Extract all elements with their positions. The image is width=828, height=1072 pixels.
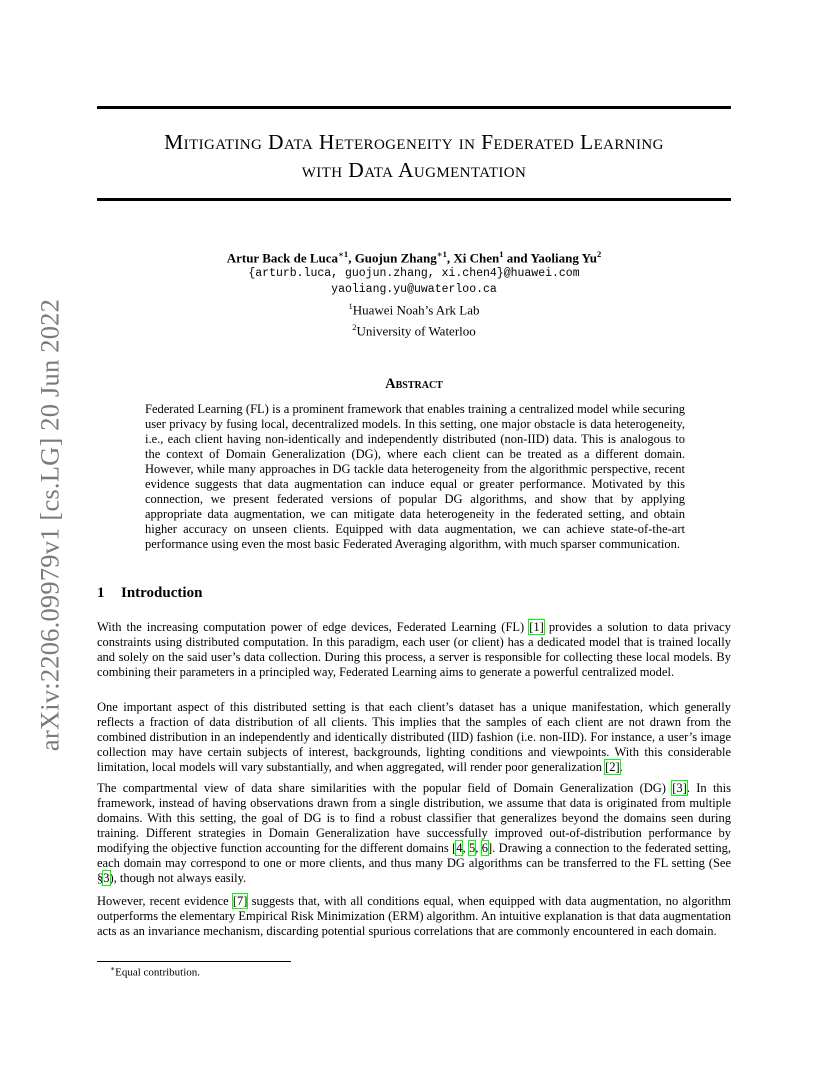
title-rule-bottom [97, 198, 731, 201]
title-line-2 [97, 156, 731, 184]
citation-link[interactable]: [7] [232, 894, 248, 908]
author-mark: 1 [499, 249, 504, 259]
title-word [459, 130, 476, 154]
title-word-smallcaps: with [301, 158, 343, 182]
author-block [97, 246, 731, 339]
footnote-rule [97, 961, 291, 962]
footnote-text: Equal contribution. [115, 966, 201, 979]
citation-link[interactable]: 4 [456, 841, 463, 855]
title-word [302, 158, 343, 182]
citation-link[interactable]: 3 [103, 871, 110, 885]
author-separator: and [503, 250, 531, 266]
title-word-smallcaps: itigating [183, 130, 263, 154]
section-heading [97, 585, 202, 602]
title-word: Data [268, 130, 314, 154]
email-line-2: yaoliang.yu@uwaterloo.ca [331, 283, 497, 297]
footnote [110, 964, 200, 979]
author-name: Xi Chen [453, 250, 500, 266]
citation-link[interactable]: [3] [672, 781, 687, 795]
abstract-text: Federated Learning (FL) is a prominent framework that enables training a centralized model while securing user privacy by fusing local, decentralized models. In this setting, one major obstacle is data heterogeneity, i.e., each client having non-identically and independently distributed (non-IID) data. This is analogous to the context of Domain Generalization (DG), where each client can be treated as a different domain. However, while many approaches in DG tackle data heterogeneity from the algorithmic perspective, recent evidence suggests that data augmentation can induce equal or greater performance. Motivated by this connection, we present federated versions of popular DG algorithms, and show that by applying appropriate data augmentation, we can mitigate data heterogeneity in the federated setting, and obtain higher accuracy on unseen clients. Equipped with data augmentation, we can achieve state-of-the-art performance using even the most basic Federated Averaging algorithm, with much sparser communication. [145, 402, 685, 551]
email-line-1: {arturb.luca, guojun.zhang, xi.chen4}@huawei.com [248, 267, 580, 281]
title-word: Federated [481, 130, 575, 154]
title-word: Mitigating [164, 130, 263, 154]
author-separator: , [348, 250, 355, 266]
title-word-smallcaps: in [458, 130, 476, 154]
affiliation-name: Huawei Noah’s Ark Lab [352, 302, 480, 318]
author-mark: ∗1 [436, 249, 447, 259]
author-name: Artur Back de Luca [226, 250, 339, 266]
citation-link[interactable]: 6 [481, 841, 489, 855]
title-rule-top [97, 106, 731, 109]
title-word-smallcaps: ata [283, 130, 314, 154]
title-word-smallcaps: eterogeneity [334, 130, 453, 154]
intro-paragraph: However, recent evidence [7] suggests that, with all conditions equal, when equipped with data augmentation, no algorithm outperforms the elementary Empirical Risk Minimization (ERM) algorithm. An intuitive explanation is that data augmentation acts as an invariance mechanism, discarding potential spurious correlations that are commonly encountered in each domain. [97, 894, 731, 938]
title-word: Learning [580, 130, 664, 154]
author-name: Guojun Zhang [354, 250, 437, 266]
affiliation-1 [97, 298, 731, 318]
intro-paragraph: One important aspect of this distributed setting is that each client’s dataset has a unique manifestation, which generally reflects a fraction of data distribution of all clients. This implies that the samples of each client are not drawn from the combined distribution in an independently and identically distributed (IID) fashion (i.e. non-IID). For instance, a user’s image collection may have certain subjects of interest, backgrounds, lighting conditions and viewpoints. With this considerable limitation, local models will vary substantially, and when aggregated, will render poor generalization [2]. [97, 700, 731, 774]
intro-paragraph: The compartmental view of data share similarities with the popular field of Domain Generalization (DG) [3]. In this framework, instead of having observations drawn from a single distribution, we assume that data is originated from multiple domains. With this setting, the goal of DG is to find a robust classifier that generalizes beyond the domains seen during training. Different strategies in Domain Generalization have successfully improved out-of-distribution performance by modifying the objective function accounting for the different domains [4, 5, 6]. Drawing a connection to the federated setting, each domain may correspond to one or more clients, and thus many DG algorithms can be transferred to the FL setting (See §3), though not always easily. [97, 781, 732, 885]
affiliation-mark: 1 [348, 301, 353, 312]
intro-paragraph: With the increasing computation power of edge devices, Federated Learning (FL) [1] provides a solution to data privacy constraints using distributed computation. In this paradigm, each user (or client) has a dedicated model that is trained locally and solely on the said user’s data collection. During this process, a server is responsible for collecting these local models. By combining their parameters in a principled way, Federated Learning aims to generate a powerful centralized model. [97, 620, 731, 679]
arxiv-stamp: arXiv:2206.09979v1 [cs.LG] 20 Jun 2022 [34, 298, 65, 752]
author-mark: 2 [597, 249, 602, 259]
citation-link[interactable]: 5 [469, 841, 476, 855]
title-word-smallcaps: ugmentation [413, 158, 527, 182]
affiliation-2 [97, 319, 731, 339]
title-line-1 [97, 128, 731, 156]
affiliation-mark: 2 [352, 321, 357, 332]
abstract-heading: Abstract [385, 376, 443, 392]
author-separator: , [446, 250, 454, 266]
author-names [97, 246, 731, 266]
author-name: Yaoliang Yu [530, 250, 598, 266]
title-word: Augmentation [397, 158, 527, 182]
title-word-smallcaps: ederated [493, 130, 575, 154]
title-word-smallcaps: earning [593, 130, 664, 154]
title-word: Data [348, 158, 394, 182]
section-number: 1 [97, 585, 105, 601]
section-title: Introduction [121, 585, 203, 601]
affiliation-name: University of Waterloo [356, 322, 476, 338]
title-word: Heterogeneity [318, 130, 453, 154]
paper-title [97, 128, 731, 184]
citation-link[interactable]: [2] [605, 760, 620, 774]
citation-link[interactable]: [1] [529, 620, 544, 634]
title-word-smallcaps: ata [364, 158, 394, 182]
author-mark: ∗1 [338, 249, 349, 259]
footnote-mark: ∗ [110, 964, 116, 973]
